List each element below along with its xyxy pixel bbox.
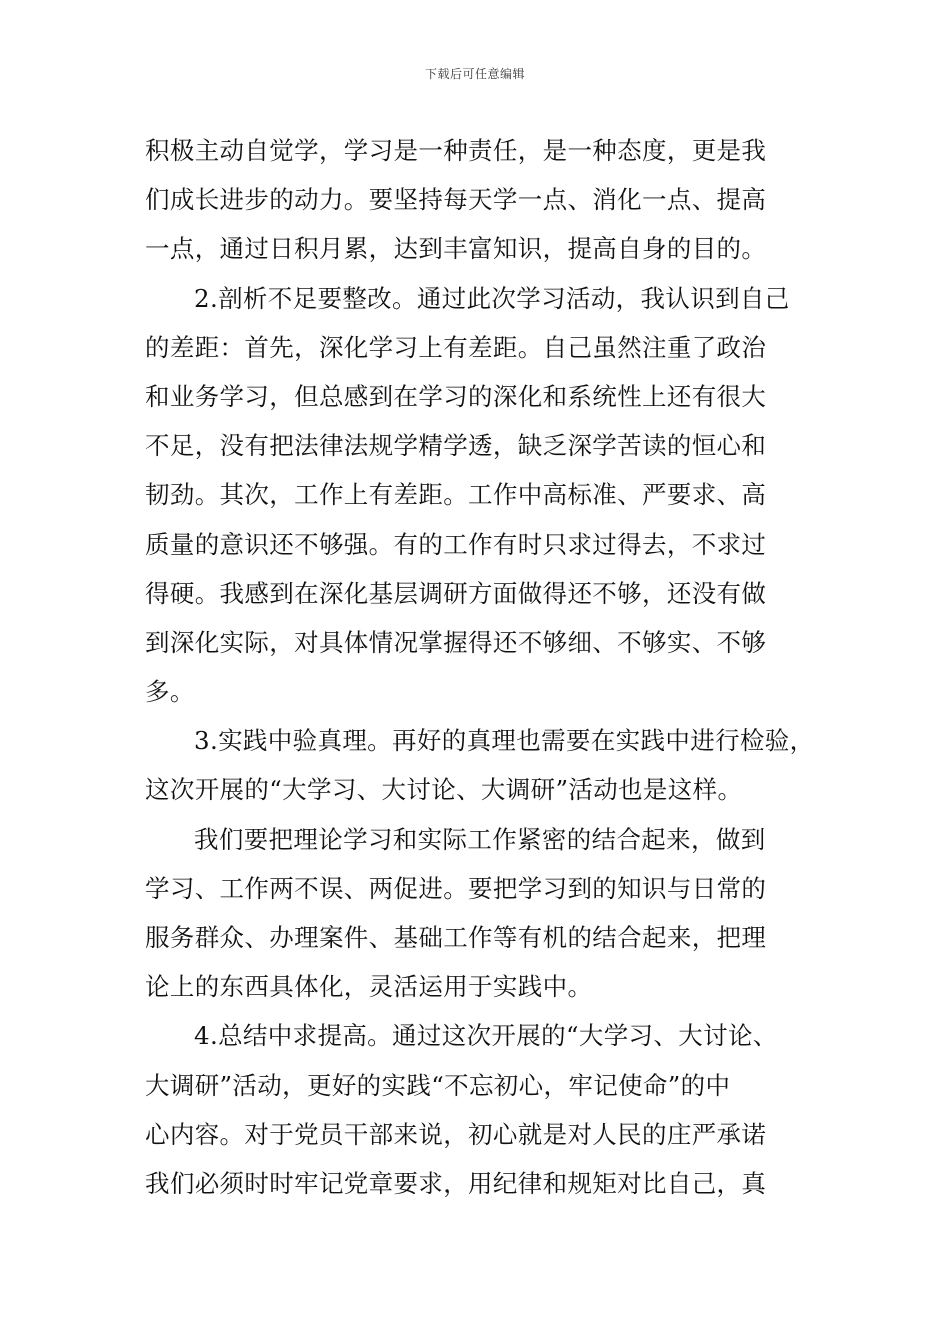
text-line: 学习、工作两不误、两促进。要把学习到的知识与日常的 xyxy=(145,873,767,903)
text-line: 不足，没有把法律法规学精学透，缺乏深学苦读的恒心和 xyxy=(145,431,767,461)
text-line: 4.总结中求提高。通过这次开展的“大学习、大讨论、 xyxy=(194,1021,778,1051)
body-text xyxy=(145,126,815,1208)
text-line: 这次开展的“大学习、大讨论、大调研”活动也是这样。 xyxy=(145,775,743,805)
text-line: 心内容。对于党员干部来说，初心就是对人民的庄严承诺 xyxy=(145,1119,767,1149)
text-line: 一点，通过日积月累，达到丰富知识，提高自身的目的。 xyxy=(145,234,767,264)
text-line: 我们必须时时牢记党章要求，用纪律和规矩对比自己，真 xyxy=(145,1168,767,1198)
text-line: 和业务学习，但总感到在学习的深化和系统性上还有很大 xyxy=(145,381,767,411)
text-line: 3.实践中验真理。再好的真理也需要在实践中进行检验， xyxy=(194,726,815,756)
text-line: 2.剖析不足要整改。通过此次学习活动，我认识到自己 xyxy=(194,283,790,313)
text-line: 到深化实际，对具体情况掌握得还不够细、不够实、不够 xyxy=(145,627,767,657)
text-line: 我们要把理论学习和实际工作紧密的结合起来，做到 xyxy=(194,824,766,854)
text-line: 多。 xyxy=(145,677,195,707)
text-line: 韧劲。其次，工作上有差距。工作中高标准、严要求、高 xyxy=(145,480,767,510)
text-line: 的差距：首先，深化学习上有差距。自己虽然注重了政治 xyxy=(145,332,767,362)
text-line: 质量的意识还不够强。有的工作有时只求过得去，不求过 xyxy=(145,529,767,559)
text-line: 服务群众、办理案件、基础工作等有机的结合起来，把理 xyxy=(145,923,767,952)
header-note: 下载后可任意编辑 xyxy=(424,67,525,81)
text-line: 得硬。我感到在深化基层调研方面做得还不够，还没有做 xyxy=(145,578,767,608)
text-line: 大调研”活动，更好的实践“不忘初心，牢记使命”的中 xyxy=(145,1070,731,1100)
text-line: 们成长进步的动力。要坚持每天学一点、消化一点、提高 xyxy=(145,185,767,215)
text-line: 论上的东西具体化，灵活运用于实践中。 xyxy=(145,972,593,1002)
text-line: 积极主动自觉学，学习是一种责任，是一种态度，更是我 xyxy=(145,136,767,165)
